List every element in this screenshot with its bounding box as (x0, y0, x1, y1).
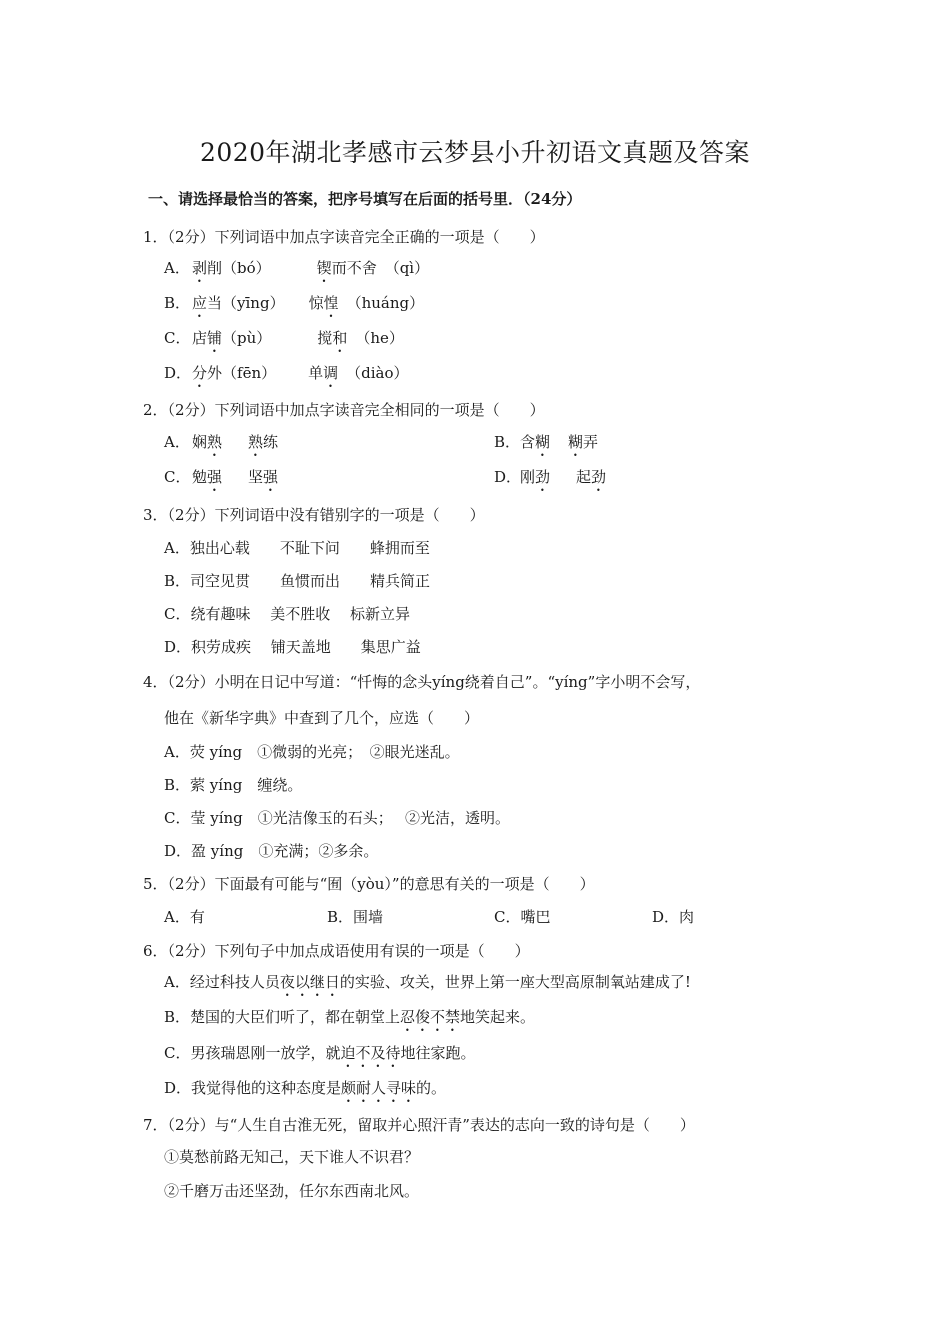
question-3-stem: 3．（2分）下列词语中没有错别字的一项是（ ） (143, 506, 485, 524)
question-3-option-b: B．司空见贯 鱼惯而出 精兵简正 (164, 572, 431, 590)
question-6-option-c: C．男孩瑞恩刚一放学，就迫不及待地往家跑。 (164, 1044, 476, 1062)
question-5-option-c: C．嘴巴 (494, 908, 551, 926)
question-7-stem: 7．（2分）与“人生自古淮无死，留取并心照汗青”表达的志向一致的诗句是（ ） (143, 1116, 695, 1134)
question-5-option-a: A．有 (164, 908, 205, 926)
question-2-option-b: B．含糊 糊弄 (494, 433, 599, 451)
question-4-option-c: C．莹 yíng ①光洁像玉的石头； ②光洁，透明。 (164, 809, 511, 827)
question-1-option-c: C． 店铺（pù） 搅和 （he） (164, 329, 404, 347)
question-4-stem: 4．（2分）小明在日记中写道：“忏悔的念头yíng绕着自己”。“yíng”字小明不会写， (143, 673, 701, 691)
question-6-option-d: D．我觉得他的这种态度是颇耐人寻味的。 (164, 1079, 447, 1097)
question-6-option-a: A．经过科技人员夜以继日的实验、攻关，世界上第一座大型高原制氧站建成了! (164, 973, 691, 991)
question-7-item-2: ②千磨万击还坚劲，任尔东西南北风。 (164, 1182, 420, 1200)
question-3-option-d: D．积劳成疾 铺天盖地 集思广益 (164, 638, 421, 656)
question-5-option-b: B．围墙 (327, 908, 384, 926)
question-4-stem-continued: 他在《新华字典》中查到了几个，应选（ ） (164, 709, 480, 727)
question-5-option-d: D．肉 (652, 908, 695, 926)
question-2-option-c: C． 勉强 坚强 (164, 468, 279, 486)
question-4-option-b: B．萦 yíng 缠绕。 (164, 776, 303, 794)
question-1-option-d: D．分外（fēn） 单调 （diào） (164, 364, 409, 382)
question-4-option-a: A．荧 yíng ①微弱的光亮； ②眼光迷乱。 (164, 743, 460, 761)
question-4-option-d: D．盈 yíng ①充满；②多余。 (164, 842, 379, 860)
question-2-stem: 2．（2分）下列词语中加点字读音完全相同的一项是（ ） (143, 401, 545, 419)
question-6-option-b: B．楚国的大臣们听了，都在朝堂上忍俊不禁地笑起来。 (164, 1008, 536, 1026)
page-title: 2020年湖北孝感市云梦县小升初语文真题及答案 (199, 138, 751, 167)
question-2-option-a: A． 娴熟 熟练 (164, 433, 279, 451)
question-1-option-a: A． 剥削（bó） 锲而不舍 （qì） (164, 259, 430, 277)
question-3-option-c: C．绕有趣味 美不胜收 标新立异 (164, 605, 411, 623)
section-heading: 一、请选择最恰当的答案，把序号填写在后面的括号里．（24分） (148, 190, 582, 208)
question-2-option-d: D．刚劲 起劲 (494, 468, 607, 486)
question-5-stem: 5．（2分）下面最有可能与“囿（yòu）”的意思有关的一项是（ ） (143, 875, 595, 893)
question-7-item-1: ①莫愁前路无知己，天下谁人不识君？ (164, 1148, 420, 1166)
question-1-option-b: B． 应当（yīng） 惊惶 （huáng） (164, 294, 425, 312)
question-1-stem: 1．（2分）下列词语中加点字读音完全正确的一项是（ ） (143, 228, 545, 246)
question-3-option-a: A．独出心载 不耻下问 蜂拥而至 (164, 539, 430, 557)
question-6-stem: 6．（2分）下列句子中加点成语使用有误的一项是（ ） (143, 942, 530, 960)
